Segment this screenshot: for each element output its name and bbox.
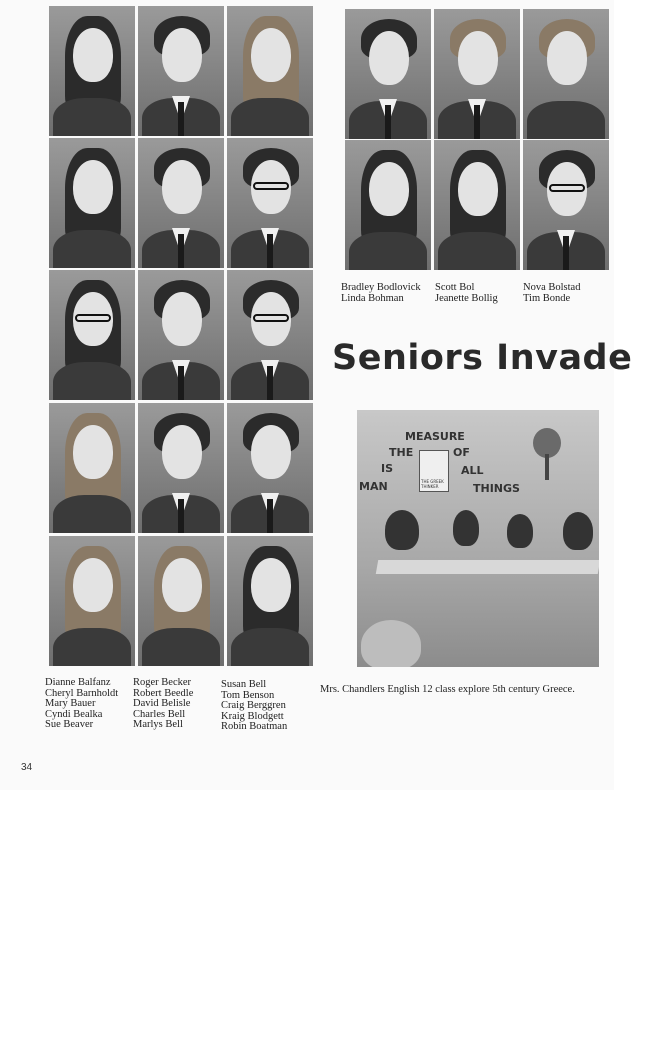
tree-trunk xyxy=(545,454,549,480)
student-figure xyxy=(563,512,593,550)
name-label: Nova Bolstad xyxy=(523,282,581,293)
page-number: 34 xyxy=(21,762,33,773)
name-label: Mary Bauer xyxy=(45,698,96,709)
board-text: ALL xyxy=(461,464,484,477)
page-headline: Seniors Invade xyxy=(332,338,633,378)
board-text: OF xyxy=(453,446,470,459)
name-label: Marlys Bell xyxy=(133,719,183,730)
portrait-susan-bell xyxy=(227,6,313,136)
portrait-dianne-balfanz xyxy=(49,6,135,136)
right-names-col3 xyxy=(523,283,580,304)
board-text: THINGS xyxy=(473,482,520,495)
student-figure xyxy=(385,510,419,550)
left-names-col3 xyxy=(221,680,287,733)
portrait-nova-bolstad xyxy=(523,9,609,139)
board-text: MEASURE xyxy=(405,430,465,443)
portrait-cyndi-bealka xyxy=(49,403,135,533)
name-label: Bradley Bodlovick xyxy=(341,282,421,293)
name-label: Craig Berggren xyxy=(221,700,286,711)
poster-text: THE GREEK THINKER xyxy=(421,479,444,489)
right-names-col2 xyxy=(435,283,498,304)
left-names-col1 xyxy=(45,678,118,731)
name-label: Scott Bol xyxy=(435,282,475,293)
name-label: Robin Boatman xyxy=(221,721,288,732)
name-label: David Belisle xyxy=(133,698,191,709)
portrait-robert-beedle xyxy=(138,138,224,268)
portrait-cheryl-barnholdt xyxy=(49,138,135,268)
board-text: IS xyxy=(381,462,394,475)
name-label: Roger Becker xyxy=(133,677,192,688)
name-label: Sue Beaver xyxy=(45,719,94,730)
portrait-bradley-bodlovick xyxy=(345,9,431,139)
name-label: Tom Benson xyxy=(221,689,275,701)
portrait-marlys-bell xyxy=(138,536,224,666)
portrait-mary-bauer xyxy=(49,270,135,400)
board-text: MAN xyxy=(359,480,388,493)
name-label: Charles Bell xyxy=(133,708,186,720)
portrait-tim-bonde xyxy=(523,140,609,270)
portrait-roger-becker xyxy=(138,6,224,136)
right-names-col1 xyxy=(341,283,421,304)
student-figure xyxy=(453,510,479,546)
portrait-sue-beaver xyxy=(49,536,135,666)
portrait-scott-bol xyxy=(434,9,520,139)
board-text: THE xyxy=(389,446,414,459)
portrait-david-belisle xyxy=(138,270,224,400)
portrait-robin-boatman xyxy=(227,536,313,666)
name-label: Kraig Blodgett xyxy=(221,710,284,722)
photo-caption: Mrs. Chandlers English 12 class explore 5th century Greece. xyxy=(320,684,575,695)
name-label: Dianne Balfanz xyxy=(45,677,111,688)
portrait-jeanette-bollig xyxy=(434,140,520,270)
classroom-table xyxy=(376,560,599,574)
name-label: Robert Beedle xyxy=(133,687,194,699)
portrait-kraig-blodgett xyxy=(227,403,313,533)
student-figure xyxy=(361,620,421,667)
student-figure xyxy=(507,514,533,548)
name-label: Cheryl Barnholdt xyxy=(45,687,119,699)
classroom-photo xyxy=(357,410,599,667)
name-label: Susan Bell xyxy=(221,679,267,690)
portrait-tom-benson xyxy=(227,138,313,268)
name-label: Jeanette Bollig xyxy=(435,292,498,304)
left-names-col2 xyxy=(133,678,193,731)
name-label: Cyndi Bealka xyxy=(45,708,103,720)
portrait-linda-bohman xyxy=(345,140,431,270)
name-label: Linda Bohman xyxy=(341,292,404,304)
greek-thinker-poster xyxy=(419,450,449,492)
name-label: Tim Bonde xyxy=(523,292,571,304)
portrait-charles-bell xyxy=(138,403,224,533)
portrait-craig-berggren xyxy=(227,270,313,400)
